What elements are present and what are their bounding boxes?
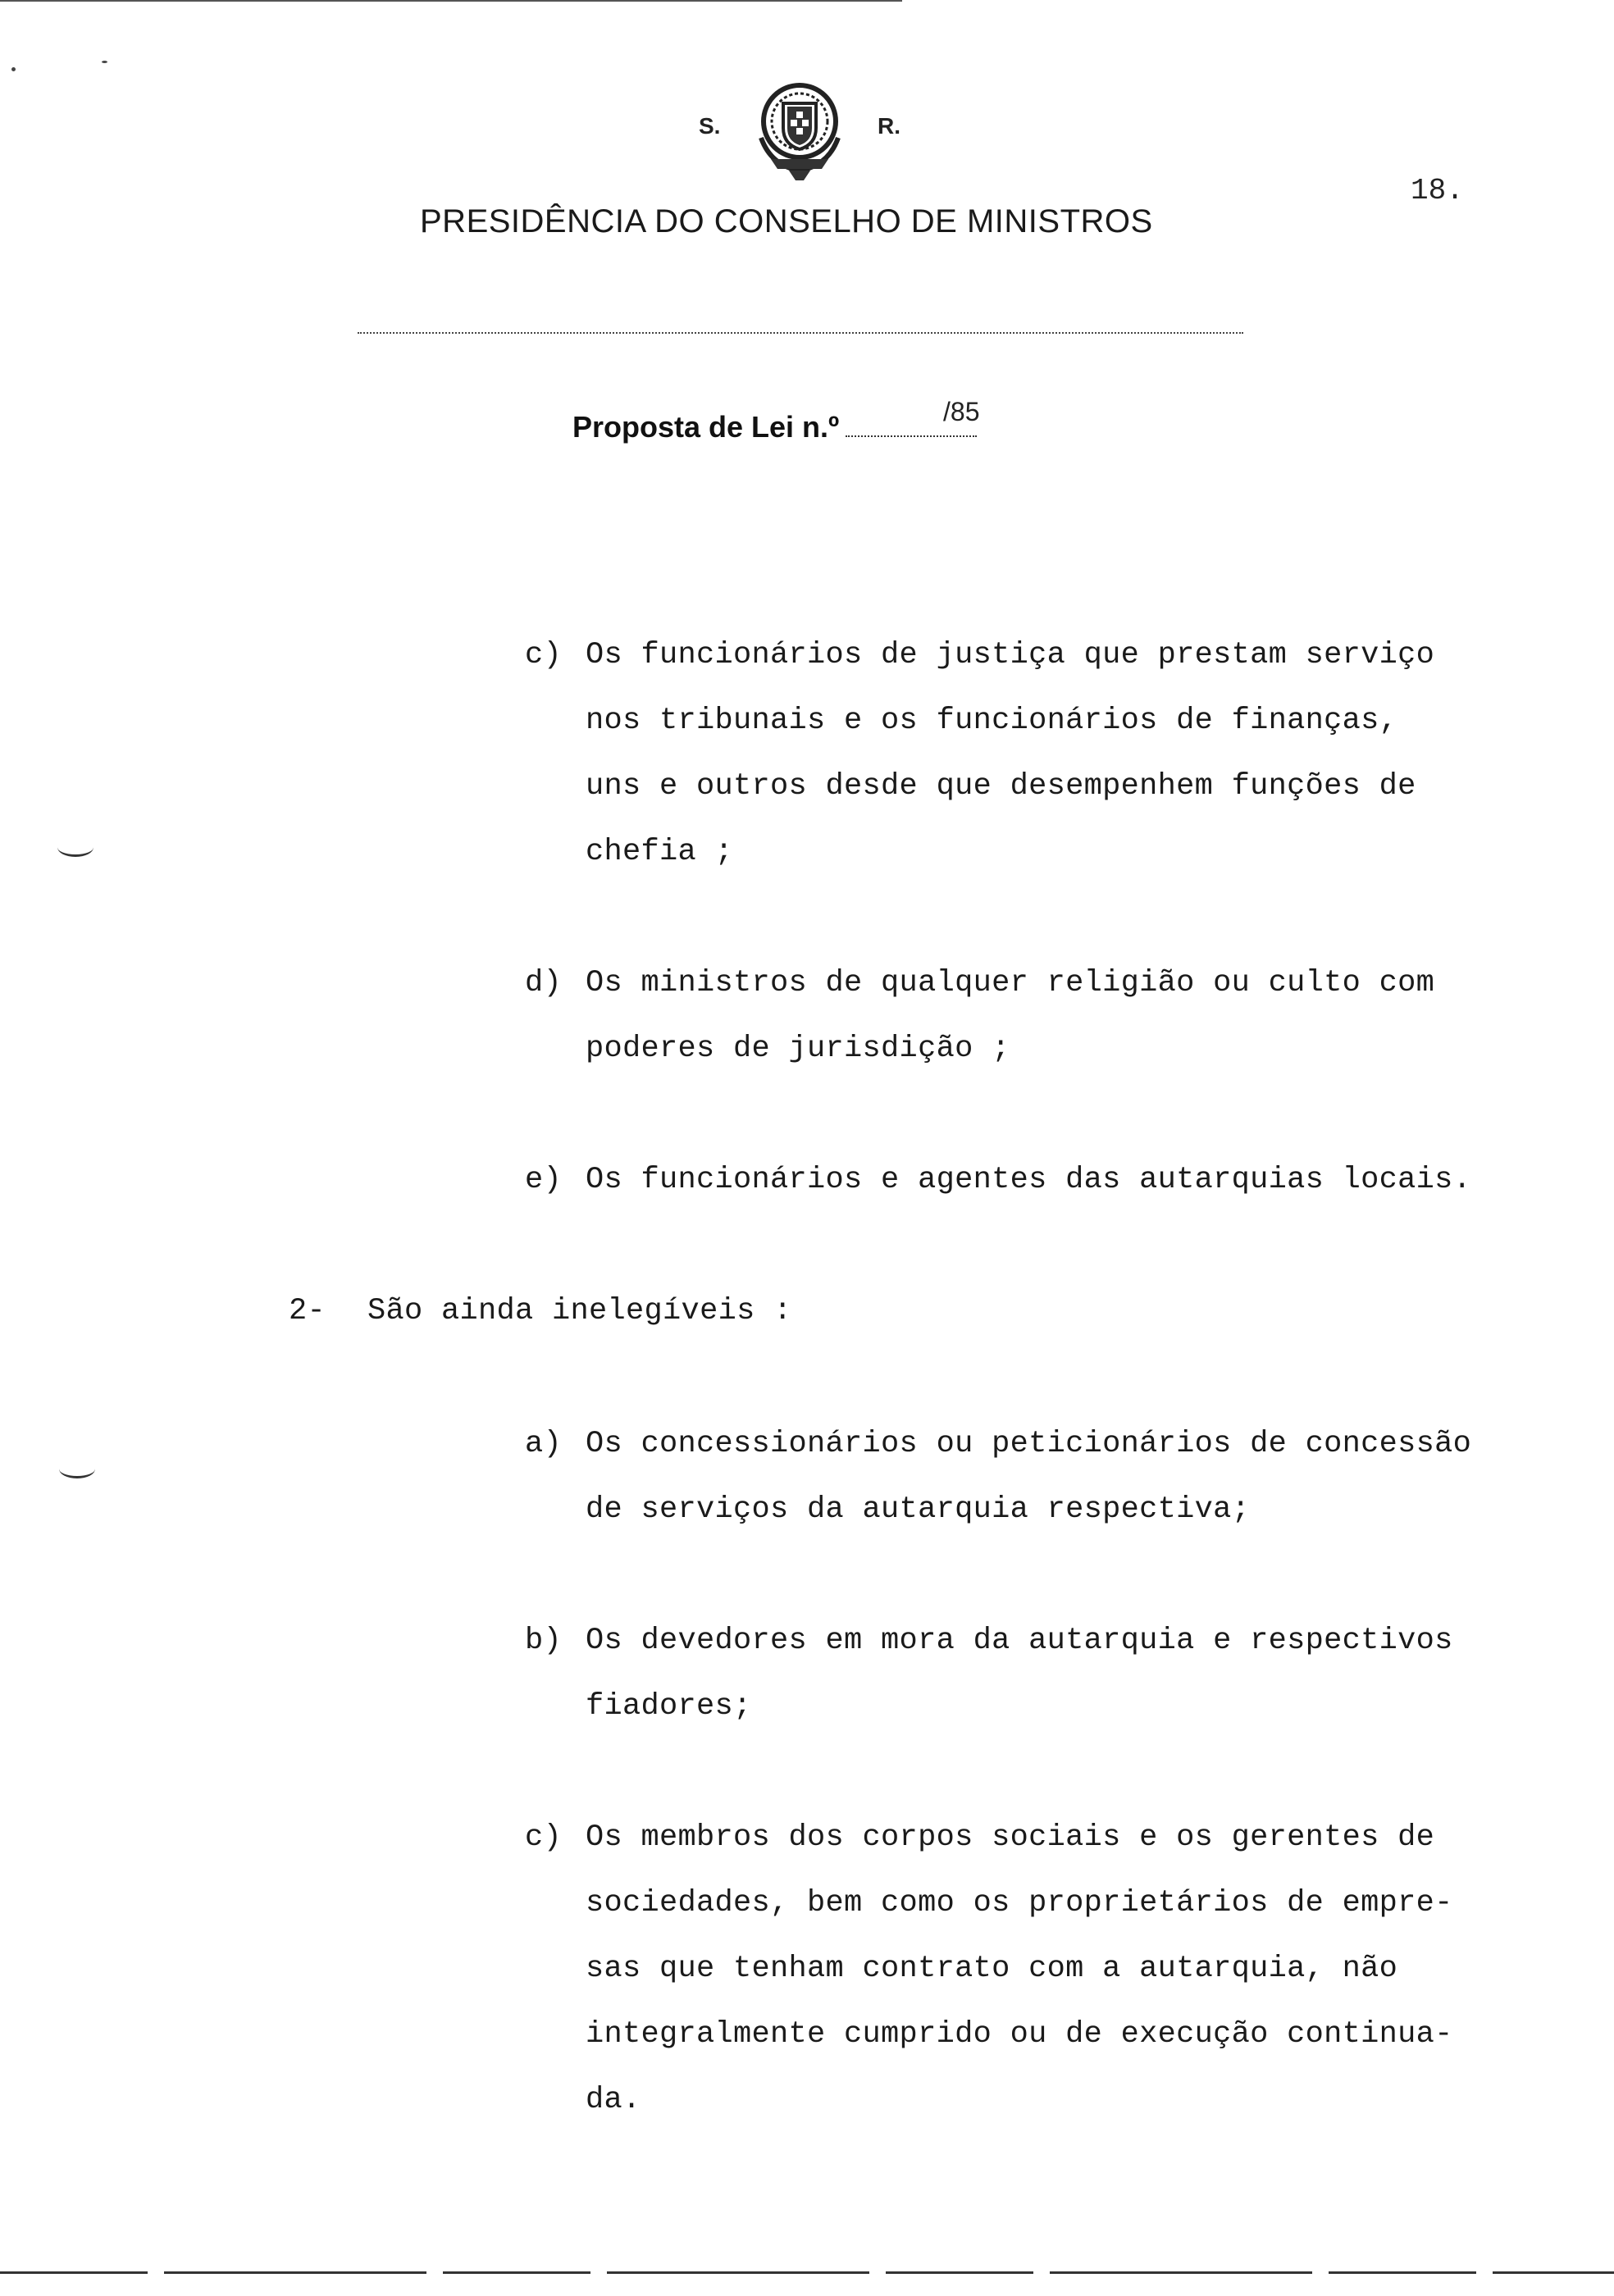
coat-of-arms-icon	[746, 74, 853, 189]
header-letter-r: R.	[878, 113, 900, 139]
page-number: 18.	[1411, 174, 1464, 207]
scan-top-edge	[0, 0, 902, 2]
item-text-line: Os funcionários de justiça que prestam serviço	[586, 638, 1435, 672]
header-divider	[358, 332, 1243, 334]
item-text-line: sociedades, bem como os proprietários de empre-	[586, 1886, 1453, 1920]
item-text-line: Os concessionários ou peticionários de concessão	[586, 1427, 1472, 1461]
scan-speck	[102, 61, 107, 63]
item-marker: c)	[525, 1820, 563, 1855]
item-text-line: Os devedores em mora da autarquia e respectivos	[586, 1624, 1453, 1658]
ministry-title: PRESIDÊNCIA DO CONSELHO DE MINISTROS	[420, 203, 1153, 239]
margin-hole-mark	[57, 838, 93, 857]
item-marker: c)	[525, 638, 563, 672]
item-marker: e)	[525, 1163, 563, 1197]
item-text-line: nos tribunais e os funcionários de finanças,	[586, 704, 1398, 738]
section-number: 2-	[289, 1294, 326, 1328]
item-text-line: poderes de jurisdição ;	[586, 1032, 1010, 1066]
scan-bottom-edge	[0, 2271, 1614, 2274]
item-text-line: Os membros dos corpos sociais e os gerentes de	[586, 1820, 1435, 1855]
item-text-line: integralmente cumprido ou de execução continua-	[586, 2017, 1453, 2052]
item-text-line: Os funcionários e agentes das autarquias locais.	[586, 1163, 1472, 1197]
item-text-line: da.	[586, 2083, 641, 2117]
item-text-line: chefia ;	[586, 835, 734, 869]
item-marker: a)	[525, 1427, 563, 1461]
item-text-line: de serviços da autarquia respectiva;	[586, 1492, 1251, 1527]
item-marker: d)	[525, 966, 563, 1000]
item-text-line: sas que tenham contrato com a autarquia, não	[586, 1952, 1398, 1986]
proposal-label: Proposta de Lei n.º	[572, 410, 840, 444]
proposal-number: /85	[943, 397, 980, 426]
scan-speck	[11, 67, 16, 71]
item-marker: b)	[525, 1624, 563, 1658]
item-text-line: fiadores;	[586, 1689, 752, 1724]
item-text-line: uns e outros desde que desempenhem funções de	[586, 769, 1416, 804]
margin-hole-mark	[59, 1460, 95, 1478]
header-letter-s: S.	[699, 113, 721, 139]
section-heading: São ainda inelegíveis :	[367, 1294, 792, 1328]
proposal-heading	[572, 410, 977, 444]
item-text-line: Os ministros de qualquer religião ou culto com	[586, 966, 1435, 1000]
